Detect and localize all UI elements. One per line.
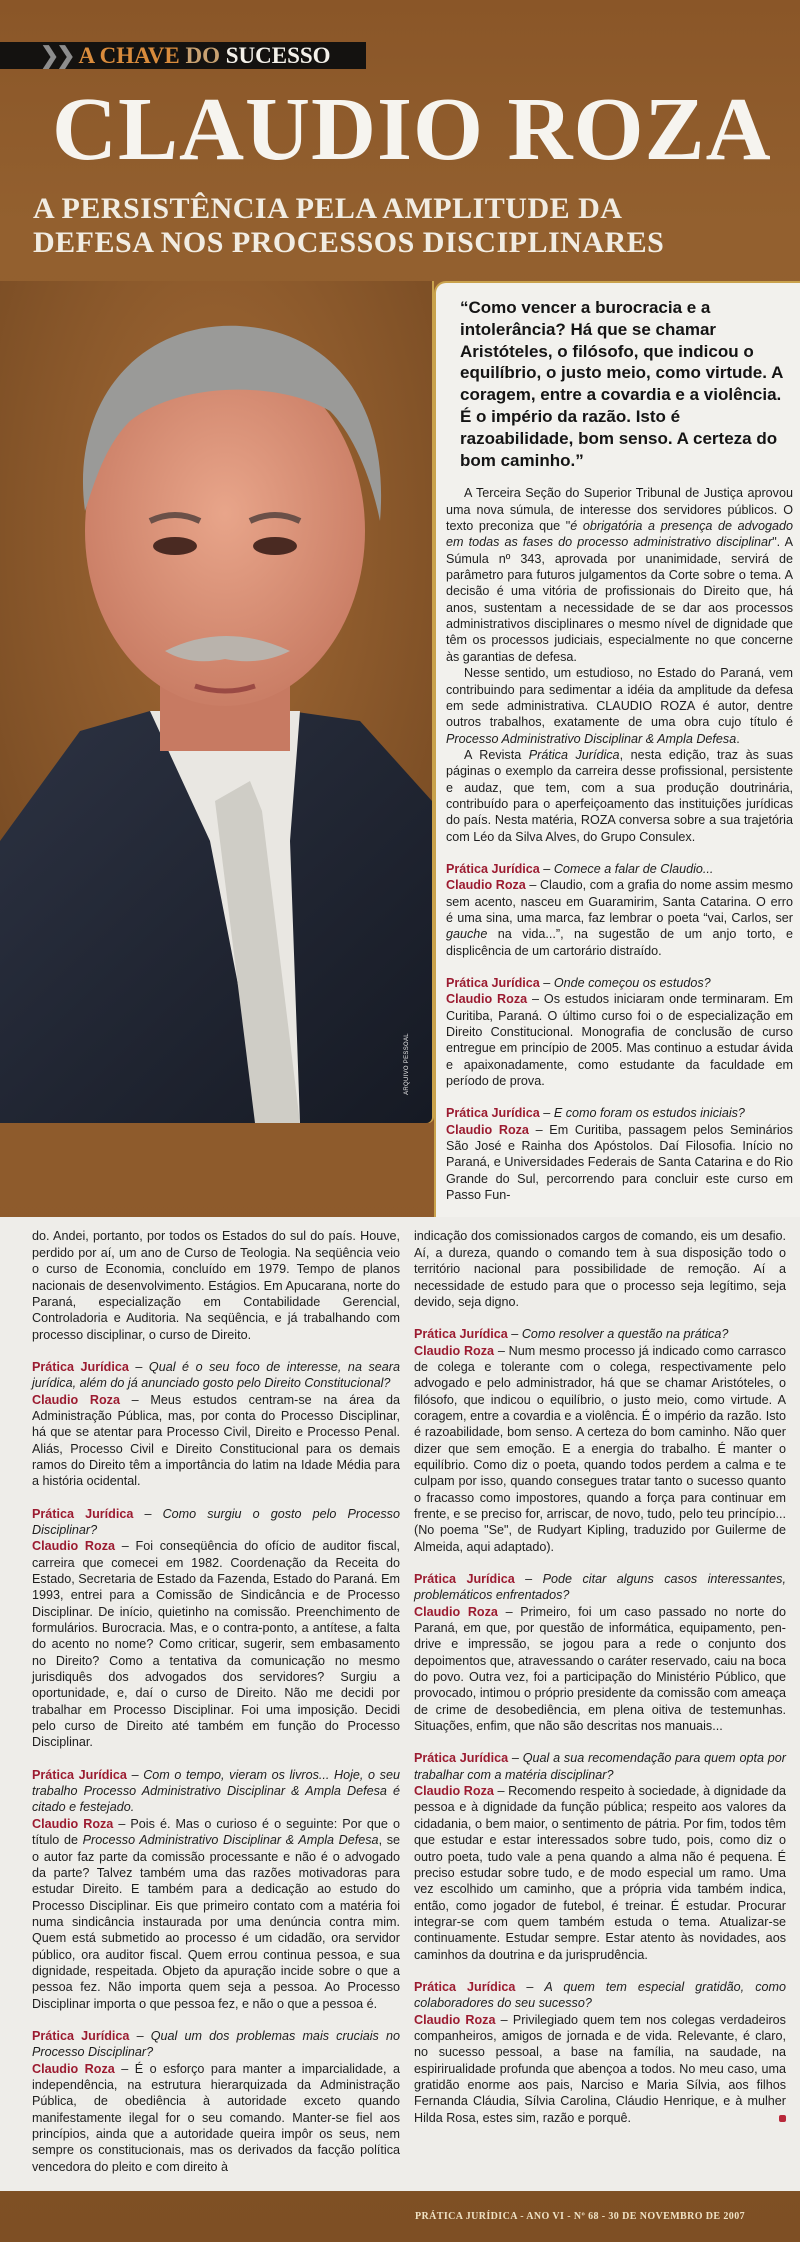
section-tag-word: SUCESSO [225, 43, 331, 68]
question-text: Qual a sua recomendação para quem opta por trabalhar com a matéria disciplinar? [414, 1751, 786, 1782]
question-text: Qual um dos problemas mais cruciais no Processo Disciplinar? [32, 2028, 400, 2060]
page-footer: PRÁTICA JURÍDICA - ANO VI - Nº 68 - 30 DE NOVEMBRO DE 2007 [415, 2211, 745, 2223]
interviewee-label: Claudio Roza [32, 1816, 114, 1831]
interviewer-label: Prática Jurídica [414, 1572, 515, 1586]
answer [32, 1392, 400, 1490]
text-run: Processo Administrativo Disciplinar & Ampla Defesa [82, 1833, 379, 1848]
question [414, 1979, 786, 2012]
text-run: gauche [446, 927, 488, 942]
text-run: do. Andei, portanto, por todos os Estados do sul do país. Houve, perdido por aí, um ano de Curso de Teologia. Na seqüência veio o curso de Economia, concluído em 1979. Tempo de planos nacionais de desenvolvimento. Estágios. Em Apucarana, norte do Paraná, especialização em Contabilidade Gerencial, Controladoria e Auditoria. Na seqüência, e já trabalhando com processo disciplinar, o curso de Direito. [32, 1229, 400, 1342]
article-header [0, 0, 800, 281]
text-run: A Revista [464, 747, 529, 762]
interviewer-label: Prática Jurídica [414, 1327, 508, 1342]
question-text: Como resolver a questão na prática? [521, 1327, 729, 1342]
separator: – [508, 1751, 523, 1766]
qa-block [414, 1571, 786, 1734]
text-run: Prática Jurídica [528, 747, 620, 762]
text-run: Primeiro, foi um caso passado no norte do Paraná, em que, por questão de informática, equipamento, pen-drive e impressão, se jogou para a rede o conjunto dos depoimentos que, atravessando o caráter reservado, caiu na boca do povo. Outra vez, foi a participação do Ministério Público, que provocado, intimou o próprio presidente da comissão com ameaça de crime de desobediência, em plena oitiva de testemunhas. Situações, enfim, que não são descritas nos manuais... [414, 1604, 786, 1734]
qa-block [446, 975, 793, 1089]
answer [32, 1228, 400, 1342]
separator: – [528, 1122, 550, 1137]
text-run: Os estudos iniciaram onde terminaram. Em Curitiba, Paraná. O último curso foi o de especialização em Direito Constitucional. Monografia de conclusão de curso entregue em princípio de 2005. Mas continuo a estudar ávida e apaixonadamente, como estudante da faculdade em período de prova. [446, 992, 793, 1089]
separator: – [119, 1392, 151, 1407]
section-tag [0, 42, 366, 69]
text-run: Num mesmo processo já indicado como carrasco de colega e tolerante com o colega, respectivamente pelo advogado e pelo administrador, há que se chamar Aristóteles, o filósofo, que indicou o equilíbrio, o justo meio, como virtude. A coragem, entre a covardia e a violência. É o império da razão. Isto é razoabilidade, bom senso. A certeza do bom caminho. Não quer dizer que sem emoção. E a energia do trabalho. É manter o equilíbrio. Como diz o poeta, quando todos perdem a calma e te culpam por isso, quando consegues tratar tanto o sucesso quanto o fracasso como impostores, quando a força para continuar em frente, e se preciso for, arriscar, de novo, tudo, pelo teu princípio... (No poema "Se", de Rudyart Kipling, traduzido por Guilerme de Almeida, aqui adaptado). [414, 1343, 786, 1554]
text-run: , nesta edição, traz às suas páginas o exemplo da carreira desse profissional, persistente e audaz, que tem, com a sua produção doutrinária, contribuído para o aperfeiçoamento das instituições jurídicas do país. Nesta matéria, ROZA conversa sobre a sua trajetória com Léo da Silva Alves, do Grupo Consulex. [446, 747, 794, 844]
interview-column-right [414, 1228, 786, 2175]
answer [414, 1343, 786, 1555]
text-run: , se o autor faz parte da comissão processante e não é o advogado da parte? Talvez também uma das razões motivadoras para estudar Direito. E também para a dedicação ao estudo do Processo Disciplinar. Eis que primeiro contato com a matéria foi numa sindicância instaurada por uma denúncia contra mim. Quem está submetido ao processo é um cidadão, ora servidor público, ora auditor fiscal. Quem errou continua pessoa, e sua dignidade, respeitada. Objeto da apuração incide sobre o que a pessoa fez. Não importa quem seja a pessoa. Ao Processo Disciplinar importa o que pessoa fez, e não o que a pessoa é. [32, 1833, 401, 2011]
text-run: Nesse sentido, um estudioso, no Estado do Paraná, vem contribuindo para sedimentar a idéia da amplitude da defesa em sede administrativa. CLAUDIO ROZA é autor, dentre outros trabalhos, exatamente de uma obra cujo título é [446, 666, 793, 730]
upper-section [0, 281, 800, 1217]
text-run: Privilegiado quem tem nos colegas verdadeiros companheiros, amigos de jornada e de vida. Relevante, é claro, no sucesso pessoal, a base na família, na saudade, na espirirualidade profunda que abençoa a todos. No meu caso, uma gratidão enorme aos pais, Narciso e Maria Sílvia, aos filhos Fernanda Cláudia, Sílvia Carolina, Cláudio Henrique, e à mulher Hilda Rosa, estes sim, razão e porquê. [414, 2012, 786, 2125]
interviewee-label: Claudio Roza [414, 2012, 496, 2027]
text-run: Foi conseqüência do ofício de auditor fiscal, carreira que comecei em 1982. Coordenação da Receita do Estado, Secretaria de Estado da Fazenda, Estado do Paraná. Em 1993, entrei para a Comissão de Sindicância e de Processo Disciplinar. De início, quietinho na comissão. Preenchimento de formulários. Burocracia. Mas, e o contra-ponto, a antítese, a falta do acento no nome? Como criticar, sugerir, sem embasamento no Direito? Como a tentativa da comunicação no mesmo jurisdiquês dos advogados dos servidores? Surgiu a oportunidade, e, daí o curso de Direito. Não me decidi por trabalhar em Processo Disciplinar. Foi uma imposição. Decidi pelo curso de Direito até também em função do Processo Disciplinar. [32, 1539, 400, 1750]
interviewee-label: Claudio Roza [414, 1784, 494, 1799]
answer [32, 1816, 400, 2012]
interviewee-label: Claudio Roza [446, 1122, 529, 1137]
separator: – [128, 1359, 149, 1374]
photo-credit-text: ARQUIVO PESSOAL [403, 1033, 410, 1095]
answer [32, 2061, 400, 2175]
separator: – [539, 1106, 554, 1121]
answer [414, 1783, 786, 1963]
answer [32, 1538, 400, 1750]
intro-text [446, 485, 793, 845]
separator: – [113, 1816, 131, 1831]
question [414, 1326, 786, 1342]
question [32, 1359, 400, 1392]
question-text: Como surgiu o gosto pelo Processo Disciplinar? [32, 1506, 400, 1537]
intro-paragraph [446, 665, 793, 747]
question [32, 1506, 400, 1539]
separator: – [495, 2012, 513, 2027]
portrait-photo [0, 281, 432, 1123]
answer-continuation [32, 1228, 400, 1342]
interviewer-label: Prática Jurídica [414, 1751, 509, 1766]
interviewer-label: Prática Jurídica [32, 1359, 129, 1374]
interview-column [446, 861, 793, 1204]
question-text: Comece a falar de Claudio... [553, 861, 714, 876]
text-run: Recomendo respeito à sociedade, à dignidade da pessoa e à dignidade da função pública; respeito aos valores da cidadania, o bem maior, o sentimento de pátria. Por fim, todos têm que estudar e estar interessados sobre tudo, pois, como diz o outro poeta, tudo vale a pena quando a alma não é pequena. É preciso estudar sobre tudo, e de modo especial um ramo. Uma vez escolhido um caminho, que a própria vida também indica, então, como jogador de futebol, é treinar. É estudar. Procurar integrar-se com quem também estuda o tema. Atualizar-se continuamente. Estudar sempre. Estar atento às novidades, aos caminhos da doutrina e da jurisprudência. [414, 1784, 786, 1962]
interviewee-label: Claudio Roza [446, 992, 528, 1007]
end-mark-icon [779, 2115, 786, 2122]
interviewee-label: Claudio Roza [32, 1392, 120, 1407]
answer [414, 1228, 786, 1310]
question-text: Pode citar alguns casos interessantes, problemáticos enfrentados? [414, 1572, 786, 1603]
separator: – [497, 1604, 521, 1619]
text-run: indicação dos comissionados cargos de comando, eis um desafio. Aí, a dureza, quando o comando tem à sua disposição todo o território nacional para possibilidade de remoção. Aí a necessidade de estudo para que o processo seja legítimo, seja devido, seja digno. [414, 1229, 786, 1309]
interviewee-label: Claudio Roza [414, 1343, 495, 1358]
answer [446, 991, 793, 1089]
pull-quote: “Como vencer a burocracia e a intolerância? Há que se chamar Aristóteles, o filósofo, que indicou o equilíbrio, o justo meio, como virtude. A coragem, entre a covardia e a violência. É o império da razão. Isto é razoabilidade, bom senso. A certeza do bom caminho.” [460, 298, 783, 470]
intro-paragraph [446, 747, 793, 845]
interviewer-label: Prática Jurídica [32, 2028, 130, 2043]
interviewer-label: Prática Jurídica [446, 976, 540, 990]
section-tag-word: A CHAVE [78, 43, 180, 68]
interview-column-left [32, 1228, 400, 2175]
double-chevron-right-icon: ❯❯ [40, 43, 73, 68]
section-tag-word: DO [185, 43, 220, 68]
qa-block [32, 2028, 400, 2175]
article-title: CLAUDIO ROZA [52, 80, 772, 179]
qa-block [32, 1506, 400, 1751]
text-run: Pois é. Mas o curioso é o seguinte: Por que o título de [32, 1816, 400, 1848]
separator: – [507, 1327, 522, 1342]
answer [414, 1604, 786, 1735]
text-run: É o esforço para manter a imparcialidade, a independência, na estrutura hierarquizada da Administração Pública, de obediência à autoridade exceto quando manifestamente ilegal for o seu comando. Manter-se fiel aos princípios, ainda que a autoridade queira impôr os seus, nem sempre os constitucionais, mas os derivados da facção política vencedora do pleito e com direito à [32, 2061, 400, 2174]
qa-block [32, 1767, 400, 2012]
intro-paragraph [446, 485, 793, 665]
article-subtitle [33, 192, 664, 260]
separator: – [114, 2061, 135, 2076]
question-text: Qual é o seu foco de interesse, na seara jurídica, além do já anunciado gosto pelo Direito Constitucional? [32, 1359, 400, 1391]
qa-block [446, 1105, 793, 1203]
answer-continuation [414, 1228, 786, 1310]
interviewer-label: Prática Jurídica [446, 861, 540, 876]
separator: – [133, 1506, 163, 1521]
separator: – [527, 992, 544, 1007]
answer [414, 2012, 786, 2126]
interviewer-label: Prática Jurídica [414, 1979, 516, 1994]
text-run: . [736, 731, 740, 746]
question-text: A quem tem especial gratidão, como colaboradores do seu sucesso? [414, 1979, 786, 2011]
text-run: A Terceira Seção do Superior Tribunal de Justiça aprovou uma nova súmula, de interesse dos servidores públicos. O texto preconiza que " [446, 486, 793, 534]
text-run: Em Curitiba, passagem pelos Seminários São José e Rainha dos Apóstolos. Daí Filosofia. Início no Paraná, e Universidades Federais de Santa Catarina e do Rio Grande do Sul, percorrendo para concluir este curso em Passo Fun- [446, 1122, 793, 1203]
interviewee-label: Claudio Roza [414, 1604, 498, 1619]
question [32, 1767, 400, 1816]
separator: – [494, 1343, 509, 1358]
question [446, 861, 793, 877]
intro-column [446, 485, 793, 1203]
qa-block [446, 861, 793, 959]
question [446, 975, 793, 991]
answer [446, 1122, 793, 1204]
interviewee-label: Claudio Roza [446, 878, 526, 893]
text-run: Processo Administrativo Disciplinar & Ampla Defesa [446, 731, 737, 746]
question-text: E como foram os estudos iniciais? [553, 1106, 745, 1121]
subtitle-line: A PERSISTÊNCIA PELA AMPLITUDE DA [33, 192, 623, 225]
interviewer-label: Prática Jurídica [446, 1106, 540, 1121]
subtitle-line: DEFESA NOS PROCESSOS DISCIPLINARES [33, 226, 665, 259]
interviewee-label: Claudio Roza [32, 1539, 116, 1554]
qa-block [32, 1359, 400, 1490]
question-text: Onde começou os estudos? [553, 976, 711, 990]
interviewer-label: Prática Jurídica [32, 1767, 127, 1782]
separator: – [514, 1572, 543, 1586]
qa-block [414, 1750, 786, 1962]
text-run: ". A Súmula nº 343, aprovada por unanimidade, servirá de parâmetro para futuros julgamentos da Corte sobre o tema. A decisão é uma vitória de profissionais do Direito que, há anos, sustentam a necessidade de se dar aos processos administrativos disciplinares o mesmo nível de dignidade que têm os processos judiciais, especialmente no que concerne às garantias de defesa. [446, 535, 793, 664]
question [414, 1571, 786, 1604]
question [32, 2028, 400, 2061]
text-run: Claudio, com a grafia do nome assim mesmo sem acento, nasceu em Guaramirim, Santa Catarina. O erro é uma sina, uma marca, faz lembrar o poeta “vai, Carlos, ser [446, 878, 793, 925]
separator: – [539, 861, 554, 876]
separator: – [525, 878, 540, 893]
interviewer-label: Prática Jurídica [32, 1506, 134, 1521]
separator: – [115, 1539, 136, 1554]
text-run: é obrigatória a presença de advogado em todas as fases do processo administrativo disciplinar [446, 519, 793, 550]
qa-block [414, 1326, 786, 1555]
text-run: Meus estudos centram-se na área da Administração Pública, mas, por conta do Processo Disciplinar, há que se atentar para Processo Civil, Direito e Processo Penal. Aliás, Processo Civil e Direito Constitucional para os demais ramos do Direito têm a importância do latim na Idade Média para a história ocidental. [32, 1392, 400, 1489]
separator: – [126, 1767, 144, 1782]
separator: – [129, 2028, 151, 2043]
qa-block [414, 1979, 786, 2126]
separator: – [515, 1979, 545, 1994]
interviewee-label: Claudio Roza [32, 2061, 115, 2076]
answer [446, 877, 793, 959]
separator: – [493, 1784, 509, 1799]
question-text: Com o tempo, vieram os livros... Hoje, o seu trabalho Processo Administrativo Disciplinar & Ampla Defesa é citado e festejado. [32, 1767, 400, 1815]
intro-panel [434, 281, 800, 1217]
question [414, 1750, 786, 1783]
photo-credit [403, 1021, 424, 1111]
question [446, 1105, 793, 1121]
separator: – [539, 976, 554, 990]
text-run: na vida...”, na sugestão de um anjo torto, e displicência de um cartorário distraído. [446, 927, 793, 958]
